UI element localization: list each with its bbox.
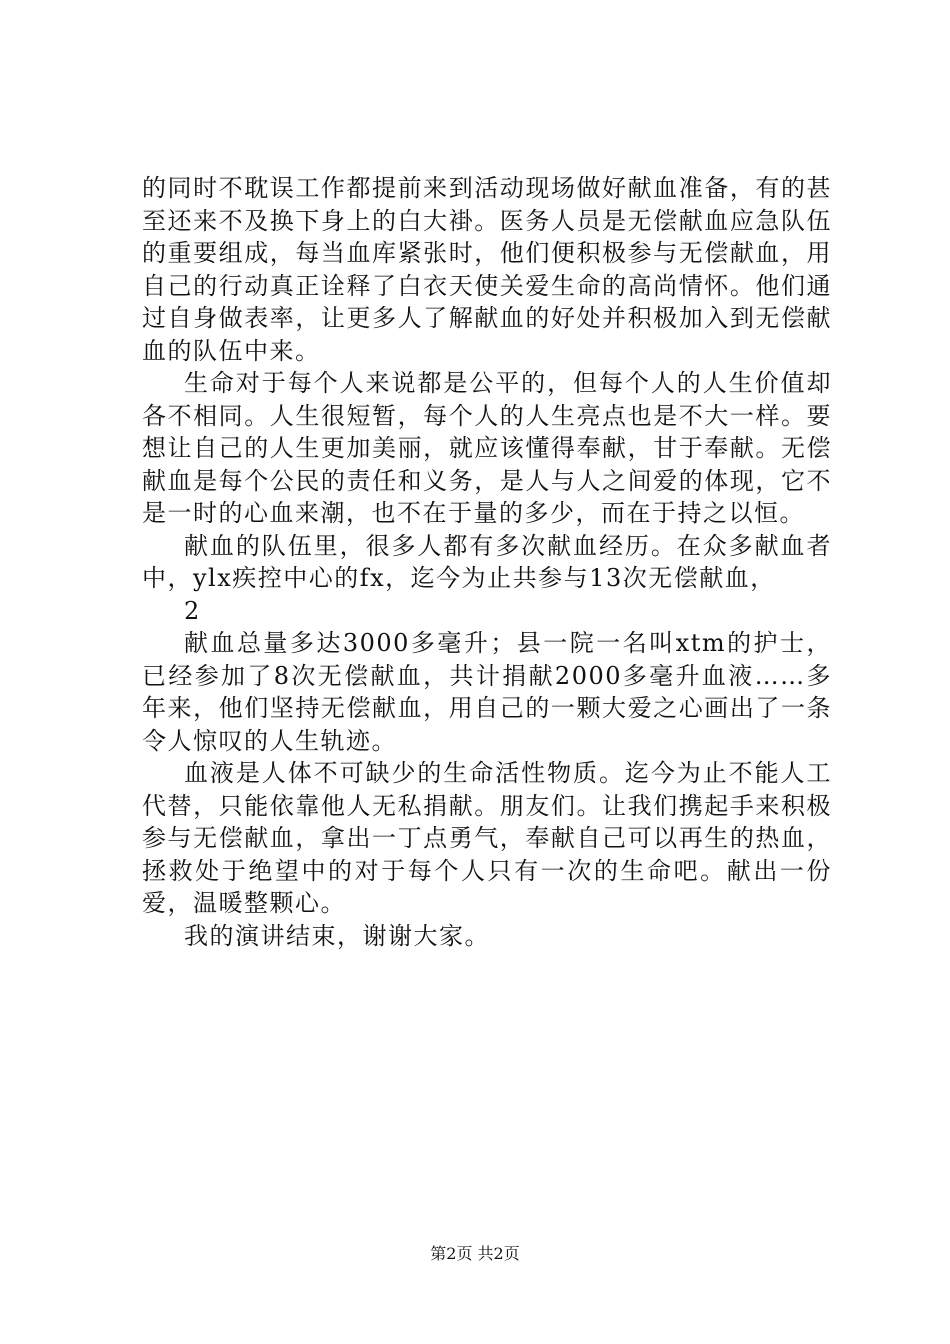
- paragraph-donor-totals: 献血总量多达3000多毫升；县一院一名叫xtm的护士，已经参加了8次无偿献血，共计捐献2000多毫升血液……多年来，他们坚持无偿献血，用自己的一颗大爱之心画出了一条令人惊叹的人生轨迹。: [142, 629, 832, 755]
- paragraph-closing: 我的演讲结束，谢谢大家。: [184, 921, 490, 950]
- paragraph-continuation: 的同时不耽误工作都提前来到活动现场做好献血准备，有的甚至还来不及换下身上的白大褂。医务人员是无偿献血应急队伍的重要组成，每当血库紧张时，他们便积极参与无偿献血，用自己的行动真正诠释了白衣天使关爱生命的高尚情怀。他们通过自身做表率，让更多人了解献血的好处并积极加入到无偿献血的队伍中来。: [142, 174, 832, 365]
- inline-page-number: 2: [184, 596, 201, 625]
- paragraph-call-to-action: 血液是人体不可缺少的生命活性物质。迄今为止不能人工代替，只能依靠他人无私捐献。朋友们。让我们携起手来积极参与无偿献血，拿出一丁点勇气，奉献自己可以再生的热血，拯救处于绝望中的对于每个人只有一次的生命吧。献出一份爱，温暖整颗心。: [142, 759, 832, 917]
- paragraph-donor-team: 献血的队伍里，很多人都有多次献血经历。在众多献血者中，ylx疾控中心的fx，迄今为止共参与13次无偿献血，: [142, 531, 832, 592]
- document-body: [142, 172, 832, 952]
- paragraph-life-value: 生命对于每个人来说都是公平的，但每个人的人生价值却各不相同。人生很短暂，每个人的人生亮点也是不大一样。要想让自己的人生更加美丽，就应该懂得奉献，甘于奉献。无偿献血是每个公民的责任和义务，是人与人之间爱的体现，它不是一时的心血来潮，也不在于量的多少，而在于持之以恒。: [142, 369, 832, 527]
- page-footer: 第2页 共2页: [430, 1244, 520, 1263]
